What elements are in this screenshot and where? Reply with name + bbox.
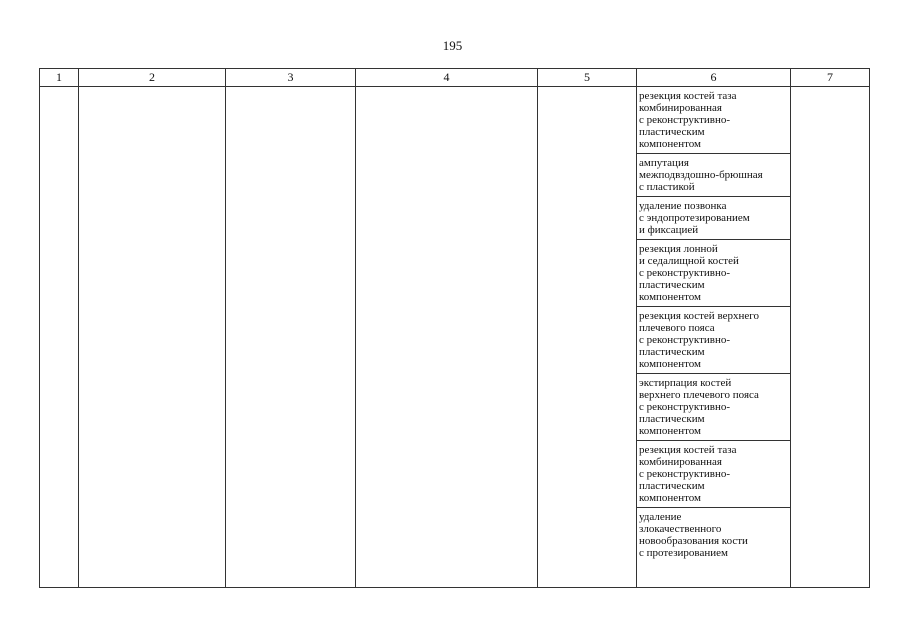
- cell-col-5: [538, 87, 637, 588]
- procedure-entry: резекция костей таза комбинированная с реконструктивно- пластическим компонентом: [637, 87, 790, 154]
- column-header-3: 3: [226, 69, 356, 87]
- column-header-7: 7: [791, 69, 870, 87]
- procedure-entry: экстирпация костей верхнего плечевого пояса с реконструктивно- пластическим компонентом: [637, 374, 790, 441]
- cell-col-2: [79, 87, 226, 588]
- column-header-4: 4: [356, 69, 538, 87]
- column-header-1: 1: [40, 69, 79, 87]
- cell-col-3: [226, 87, 356, 588]
- cell-col-1: [40, 87, 79, 588]
- procedure-entry: удаление позвонка с эндопротезированием и фиксацией: [637, 197, 790, 240]
- cell-col-4: [356, 87, 538, 588]
- procedure-entry: удаление злокачественного новообразования кости с протезированием: [639, 511, 748, 559]
- procedure-entry: резекция костей верхнего плечевого пояса с реконструктивно- пластическим компонентом: [637, 307, 790, 374]
- column-header-2: 2: [79, 69, 226, 87]
- body-row: [40, 87, 870, 588]
- procedure-entry: ампутация межподвздошно-брюшная с пластикой: [637, 154, 790, 197]
- cell-col-7: [791, 87, 870, 588]
- document-table: [39, 68, 870, 588]
- page-number: 195: [442, 38, 463, 53]
- procedure-entry: резекция костей таза комбинированная с реконструктивно- пластическим компонентом: [637, 441, 790, 508]
- column-header-5: 5: [538, 69, 637, 87]
- cell-col-6: [637, 87, 791, 588]
- header-row: [40, 69, 870, 87]
- column-header-6: 6: [637, 69, 791, 87]
- procedure-entry: резекция лонной и седалищной костей с реконструктивно- пластическим компонентом: [637, 240, 790, 307]
